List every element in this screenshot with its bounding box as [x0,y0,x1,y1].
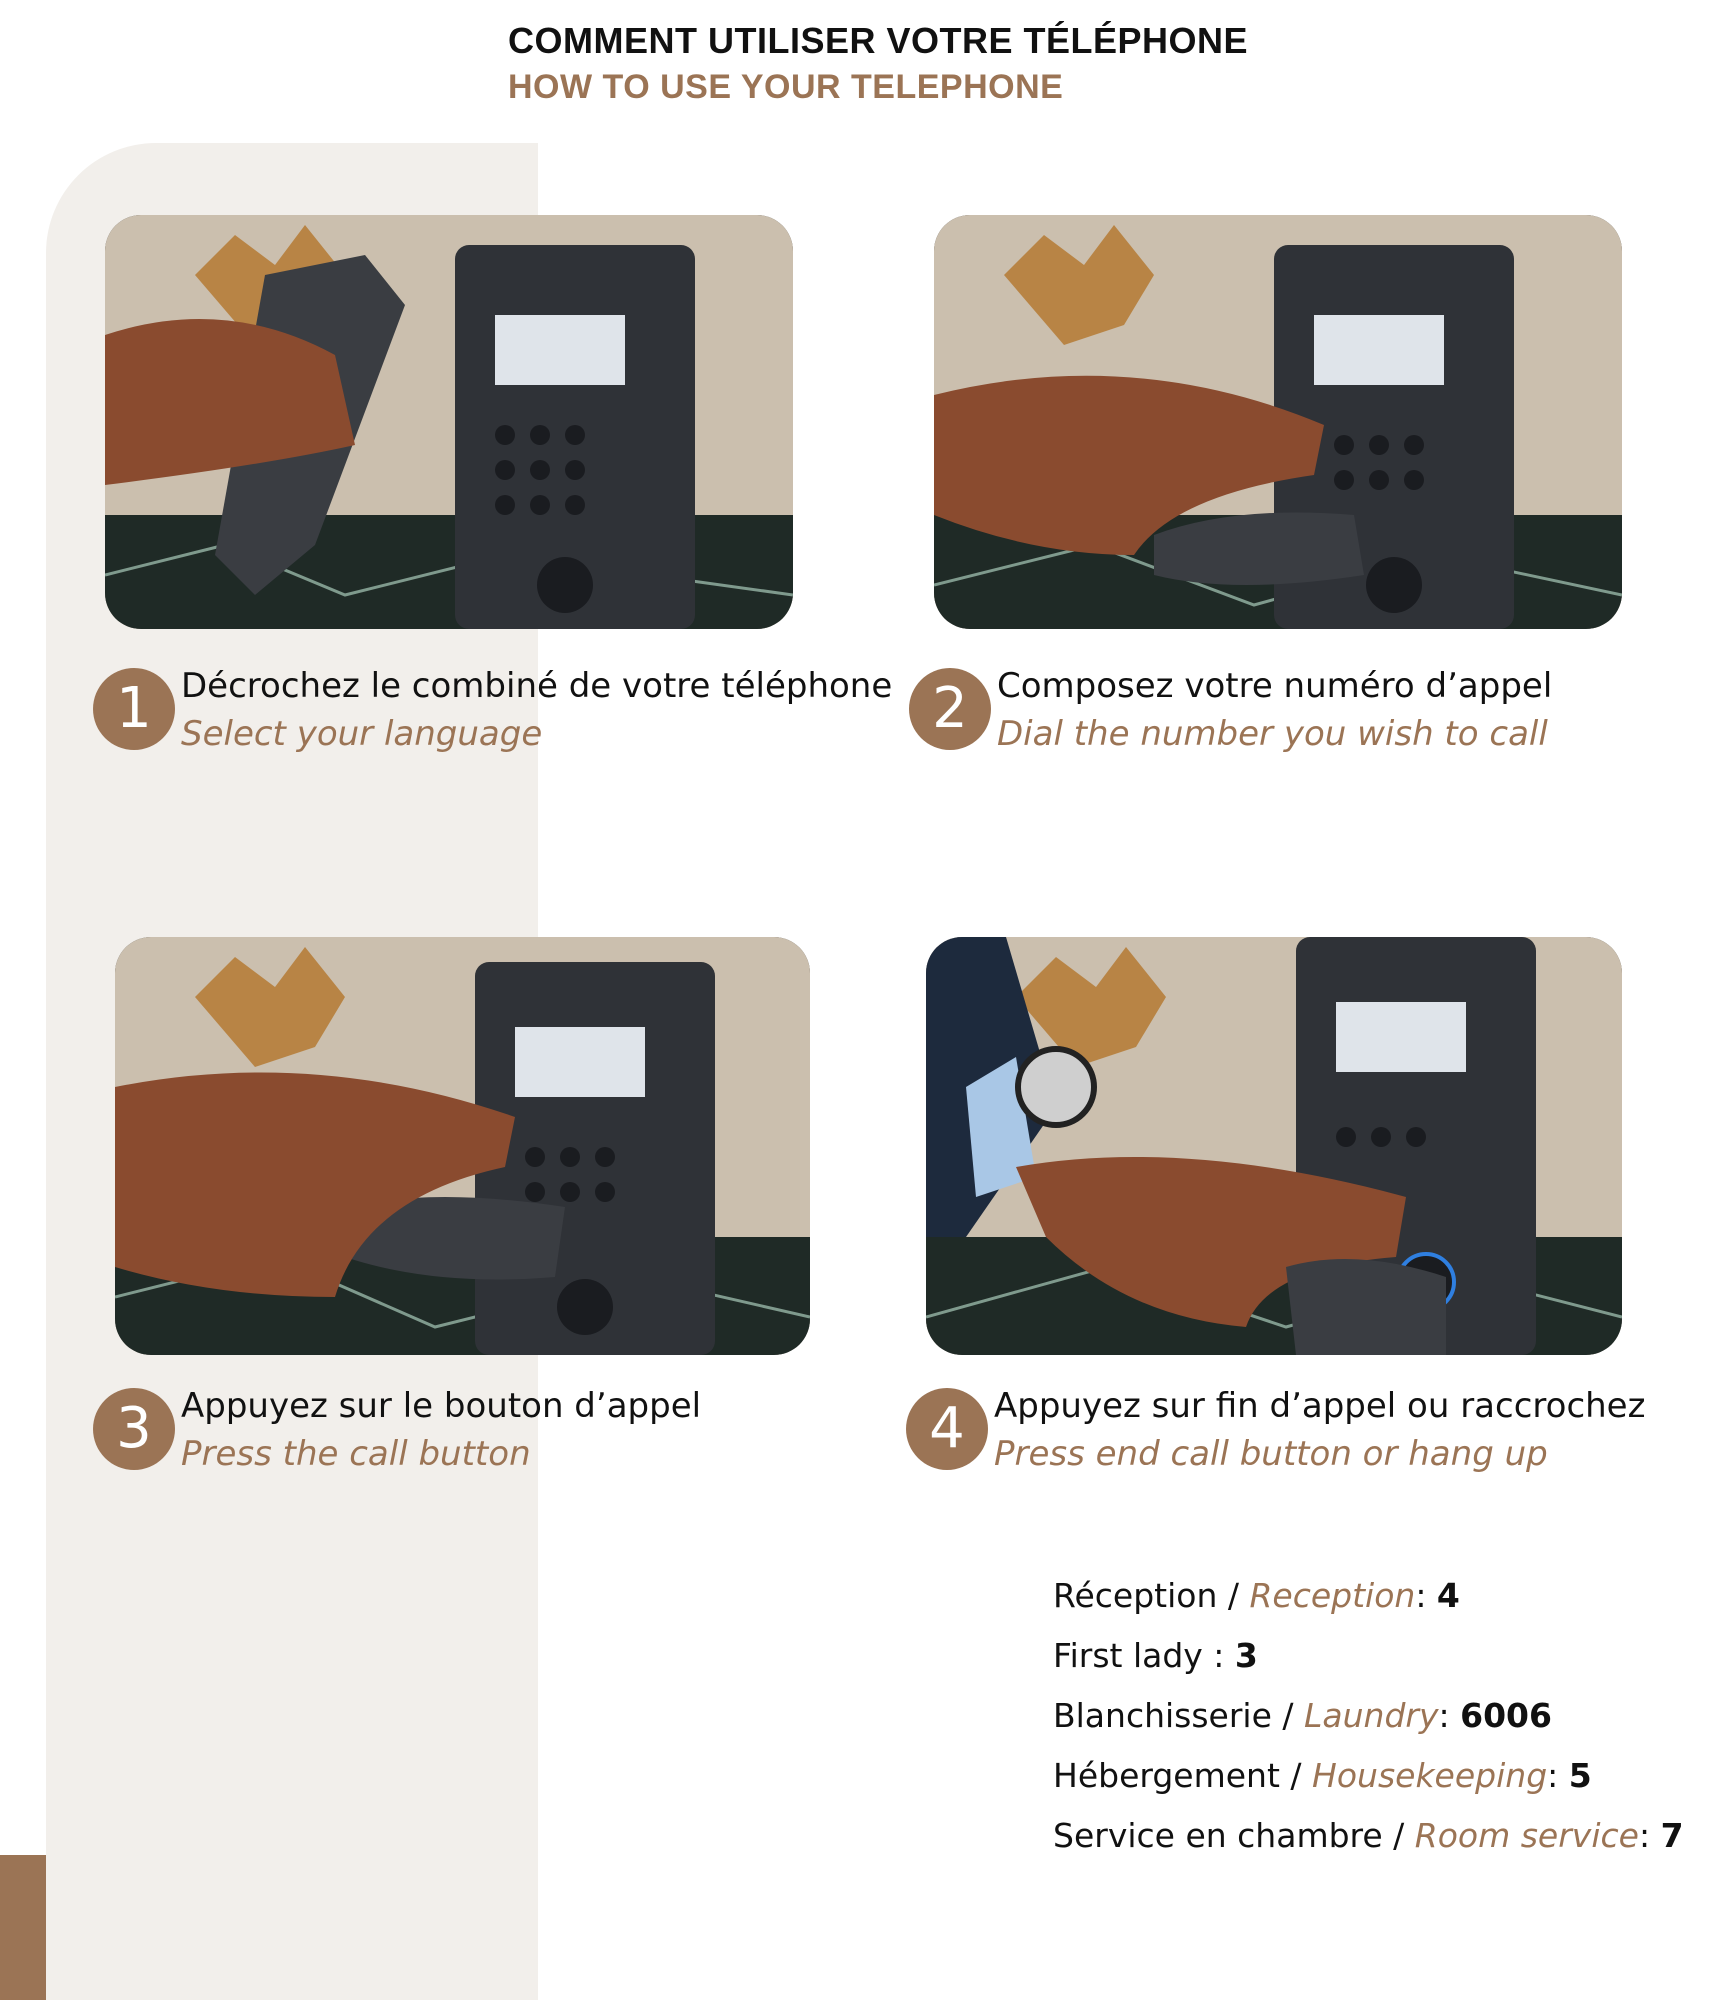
directory-colon: : [1638,1816,1661,1855]
directory-separator: / [1382,1816,1415,1855]
step-text-fr: Décrochez le combiné de votre téléphone [181,666,893,706]
directory-number: 4 [1436,1576,1460,1615]
directory-colon: : [1438,1696,1461,1735]
directory-label-en: Housekeeping [1312,1756,1548,1795]
directory-label-fr: Blanchisserie [1053,1696,1272,1735]
step-1-photo [105,215,793,629]
step-number-badge: 3 [93,1388,175,1470]
directory-label-en: Reception [1249,1576,1416,1615]
directory-colon: : [1202,1636,1235,1675]
accent-edge-bar [0,1855,46,2000]
directory-number: 7 [1660,1816,1684,1855]
directory-row-housekeeping [1053,1746,1684,1806]
directory-colon: : [1415,1576,1437,1615]
directory-label-fr: Service en chambre [1053,1816,1383,1855]
directory-row-laundry [1053,1686,1684,1746]
step-3-photo [115,937,810,1355]
directory-label-en: Room service [1414,1816,1639,1855]
page-title-en: HOW TO USE YOUR TELEPHONE [508,68,1064,106]
step-text-en: Dial the number you wish to call [997,714,1548,754]
step-text-fr: Composez votre numéro d’appel [997,666,1553,706]
directory-row-room-service [1053,1806,1684,1866]
step-2-photo [934,215,1622,629]
directory-separator: / [1217,1576,1250,1615]
directory-label-en: Laundry [1304,1696,1439,1735]
directory-row-reception [1053,1566,1684,1626]
page-title-fr: COMMENT UTILISER VOTRE TÉLÉPHONE [508,20,1249,61]
step-text-fr: Appuyez sur le bouton d’appel [181,1386,702,1426]
phone-directory [1053,1566,1684,1866]
directory-number: 5 [1568,1756,1592,1795]
step-text-en: Select your language [181,714,543,754]
step-number-badge: 4 [906,1388,988,1470]
step-text-fr: Appuyez sur fin d’appel ou raccrochez [994,1386,1646,1426]
directory-separator: / [1279,1756,1313,1795]
directory-number: 3 [1234,1636,1258,1675]
directory-separator: / [1271,1696,1305,1735]
step-text-en: Press end call button or hang up [994,1434,1548,1474]
directory-label-fr: First lady [1053,1636,1203,1675]
step-number-badge: 2 [909,668,991,750]
step-number-badge: 1 [93,668,175,750]
directory-label-fr: Réception [1053,1576,1218,1615]
directory-number: 6006 [1460,1696,1552,1735]
directory-row-first-lady [1053,1626,1684,1686]
directory-label-fr: Hébergement [1053,1756,1280,1795]
step-text-en: Press the call button [181,1434,531,1474]
directory-colon: : [1547,1756,1569,1795]
step-4-photo [926,937,1622,1355]
